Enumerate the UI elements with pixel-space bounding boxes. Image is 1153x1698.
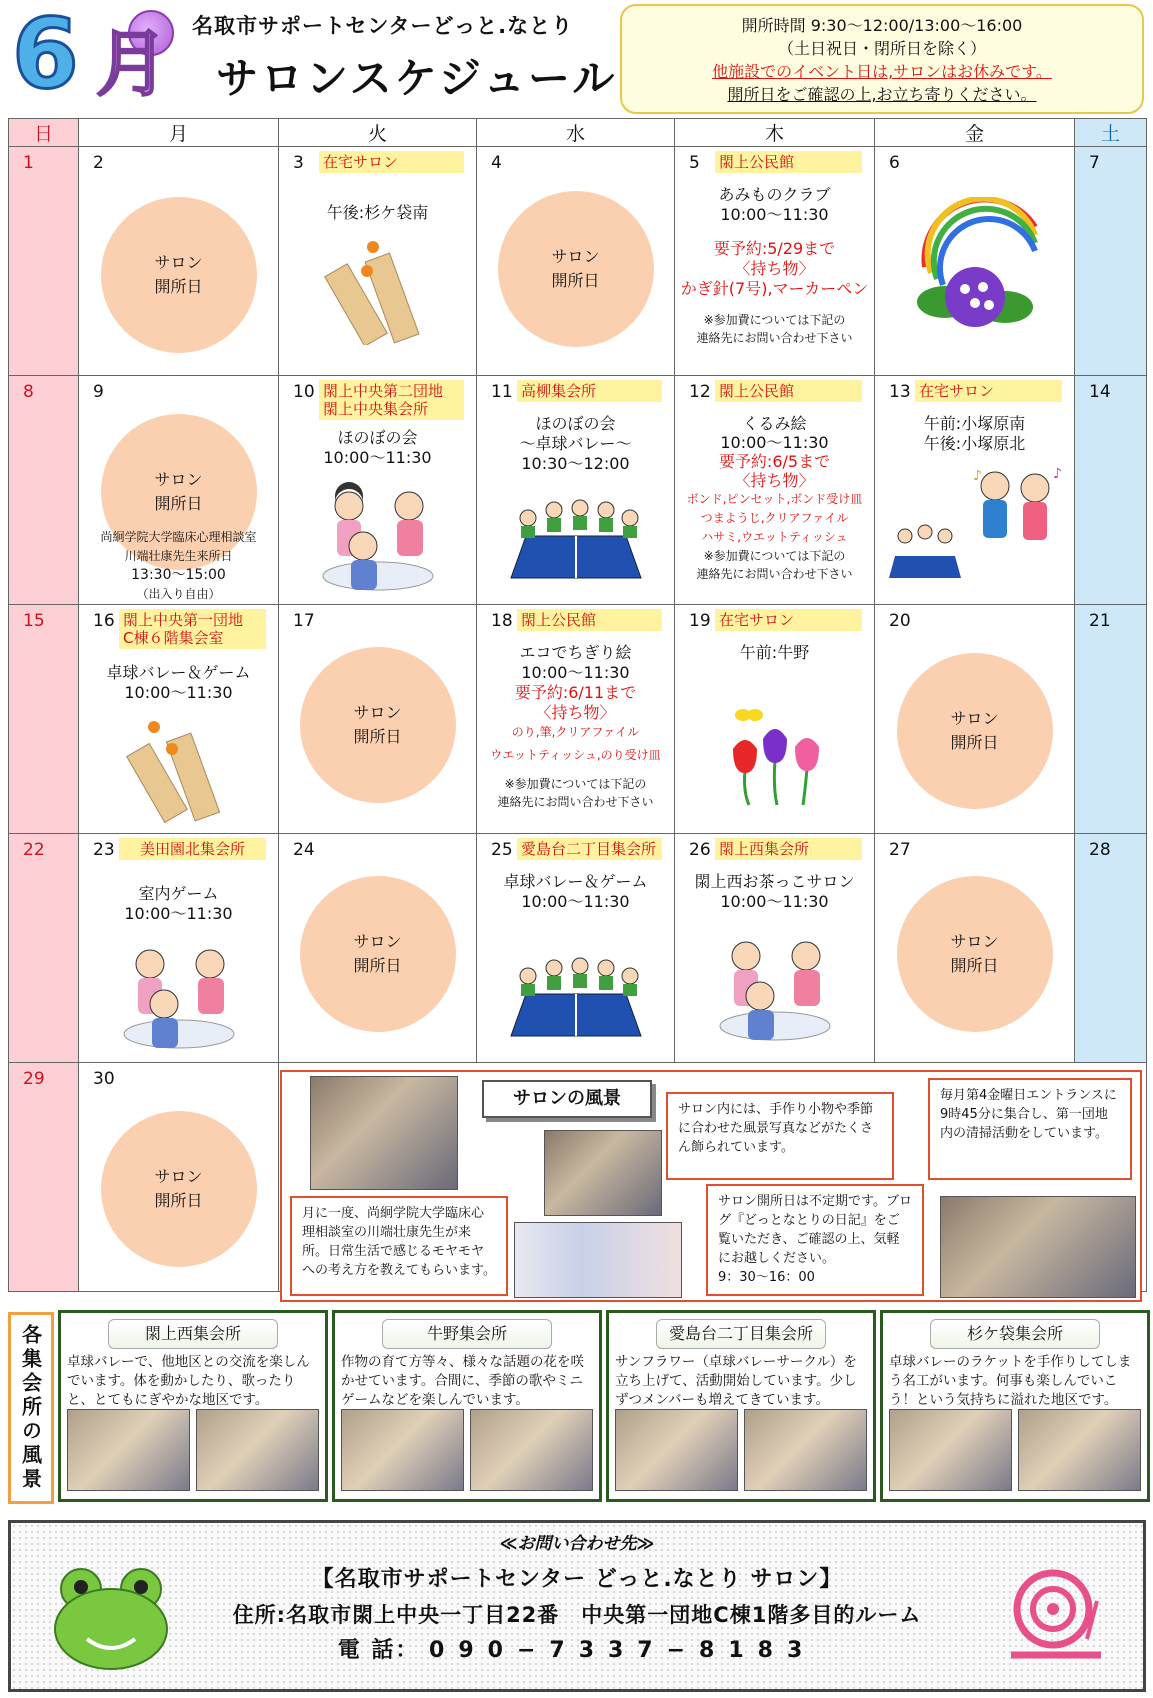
scene-note-cleanup: 毎月第4金曜日エントランスに9時45分に集合し、第一団地内の清掃活動をしています。 [928, 1078, 1132, 1180]
day-number: 27 [889, 840, 911, 860]
hours-warning: 他施設でのイベント日は,サロンはお休みです。 [712, 62, 1052, 81]
salon-open-circle: サロン 開所日 [498, 191, 654, 347]
table-volleyball-icon [506, 496, 646, 586]
day-number: 14 [1089, 382, 1111, 402]
area-photo [67, 1409, 190, 1491]
area-description: 作物の育て方等々、様々な話題の花を咲かせています。合間に、季節の歌やミニゲームなどを楽しんでいます。 [341, 1354, 584, 1408]
weekday-mon: 月 [79, 119, 279, 147]
items-heading: 〈持ち物〉 [535, 703, 616, 722]
day-cell [1075, 834, 1147, 1063]
event-time: 10:30〜12:00 [521, 454, 630, 473]
reservation-deadline: 要予約:6/5まで [718, 452, 831, 471]
day-number: 18 [491, 611, 513, 631]
day-cell [9, 605, 79, 834]
salon-open-circle: サロン 開所日 [300, 647, 456, 803]
event-line: 午後:小塚原北 [923, 434, 1026, 453]
items-list: かぎ針(7号),マーカーペン [680, 279, 869, 298]
day-number: 3 [293, 153, 304, 173]
svg-text:♪: ♪ [1052, 466, 1062, 482]
day-number: 12 [689, 382, 711, 402]
items-heading: 〈持ち物〉 [734, 471, 815, 490]
svg-text:♪: ♪ [972, 468, 982, 484]
table-tennis-paddle-icon [124, 715, 234, 825]
area-description: 卓球バレーで、他地区との交流を楽しんでいます。体を動かしたり、歌ったりと、とてもにぎやかな地区です。 [67, 1354, 310, 1408]
day-cell [675, 834, 875, 1063]
day-cell [79, 605, 279, 834]
day-cell [675, 376, 875, 605]
contact-address: 住所:名取市閖上中央一丁目22番 中央第一団地C棟1階多目的ルーム [232, 1603, 922, 1627]
week-row [9, 147, 1147, 376]
area-photo [1018, 1409, 1141, 1491]
day-cell [875, 147, 1075, 376]
areas-label: 各集会所の風景 [8, 1312, 54, 1504]
day-number: 17 [293, 611, 315, 631]
location-line: 閖上中央集会所 [323, 400, 429, 418]
day-number: 13 [889, 382, 911, 402]
hours-note: （土日祝日・閉所日を除く） [777, 39, 986, 58]
day-cell [675, 147, 875, 376]
day-cell [279, 147, 477, 376]
event-location: 閖上公民館 [715, 151, 862, 173]
event-time: 10:00〜11:30 [521, 663, 630, 682]
org-name: 名取市サポートセンターどっと.なとり [192, 14, 574, 38]
event-line: 卓球バレー＆ゲーム [106, 663, 251, 682]
weekday-fri: 金 [875, 119, 1075, 147]
fee-note: ※参加費については下記の [703, 549, 846, 563]
event-time: 10:00〜11:30 [521, 892, 630, 911]
people-talking-icon [114, 934, 244, 1054]
day-cell [9, 147, 79, 376]
event-location: 愛島台二丁目集会所 [517, 838, 662, 860]
event-line: 川端壮康先生来所日 [124, 549, 233, 563]
event-location [119, 609, 266, 649]
day-number: 25 [491, 840, 513, 860]
month-number: 6 [12, 0, 79, 110]
day-cell [279, 605, 477, 834]
rainbow-hydrangea-icon [905, 197, 1045, 337]
location-line: C棟６階集会室 [123, 629, 224, 647]
handicraft-photo [514, 1222, 682, 1298]
day-number: 16 [93, 611, 115, 631]
day-number: 28 [1089, 840, 1111, 860]
area-photo [470, 1409, 593, 1491]
frog-icon [51, 1563, 171, 1673]
area-photo [341, 1409, 464, 1491]
event-line: 閖上西お茶っこサロン [694, 872, 855, 891]
day-number: 19 [689, 611, 711, 631]
reservation-deadline: 要予約:6/11まで [514, 683, 637, 702]
weekday-header-row [9, 119, 1147, 147]
location-line: 閖上中央第一団地 [123, 611, 244, 629]
day-cell [1075, 376, 1147, 605]
cleanup-photo [940, 1196, 1136, 1298]
week-row [9, 834, 1147, 1063]
items-list: ボンド,ピンセット,ボンド受け皿 [686, 492, 863, 506]
day-number: 4 [491, 153, 502, 173]
salon-open-circle: サロン 開所日 [300, 876, 456, 1032]
day-number: 2 [93, 153, 104, 173]
area-name: 愛島台二丁目集会所 [656, 1319, 826, 1349]
day-number: 22 [23, 840, 45, 860]
items-list: ウエットティッシュ,のり受け皿 [490, 748, 661, 762]
day-number: 6 [889, 153, 900, 173]
contact-box [8, 1520, 1146, 1692]
day-cell [477, 605, 675, 834]
area-card [58, 1310, 328, 1502]
day-number: 8 [23, 382, 34, 402]
day-number: 10 [293, 382, 315, 402]
fee-note: ※参加費については下記の [504, 777, 647, 791]
day-cell [279, 834, 477, 1063]
event-time: 10:00〜11:30 [124, 683, 233, 702]
week-row [9, 605, 1147, 834]
fee-note: ※参加費については下記の [703, 313, 846, 327]
day-number: 29 [23, 1069, 45, 1089]
items-list: ハサミ,ウエットティッシュ [701, 530, 848, 544]
event-line: あみものクラブ [718, 185, 831, 204]
day-cell [79, 147, 279, 376]
event-time: 10:00〜11:30 [323, 448, 432, 467]
event-location: 閖上公民館 [517, 609, 662, 631]
area-card [332, 1310, 602, 1502]
day-cell [9, 834, 79, 1063]
tulip-butterfly-icon [715, 701, 835, 811]
snail-icon [1001, 1551, 1111, 1671]
people-talking-icon [313, 476, 443, 596]
event-line: 室内ゲーム [138, 884, 219, 903]
area-photo [615, 1409, 738, 1491]
decor-photo [544, 1130, 662, 1216]
day-cell [79, 376, 279, 605]
page-title: サロンスケジュール [216, 54, 618, 103]
scene-note-blog [706, 1184, 924, 1296]
hours-box [620, 4, 1144, 114]
fee-note: 連絡先にお問い合わせ下さい [497, 795, 654, 809]
salon-open-circle: サロン 開所日 [897, 876, 1053, 1032]
day-number: 11 [491, 382, 513, 402]
weekday-sat: 土 [1075, 119, 1147, 147]
scenery-title: サロンの風景 [482, 1080, 652, 1118]
area-card [606, 1310, 876, 1502]
salon-photo [310, 1076, 458, 1190]
phone-label: 電 話： [337, 1638, 420, 1663]
salon-scenery-panel [280, 1070, 1142, 1302]
day-cell [79, 1063, 279, 1292]
event-location: 在宅サロン [319, 151, 464, 173]
contact-heading: ≪お問い合わせ先≫ [499, 1534, 655, 1554]
day-cell [875, 376, 1075, 605]
event-line: ほのぼの会 [535, 414, 616, 433]
week-row [9, 376, 1147, 605]
contact-org: 【名取市サポートセンター どっと.なとり サロン】 [311, 1567, 843, 1592]
salon-open-circle: サロン 開所日 [101, 414, 257, 570]
event-line: 午後:杉ケ袋南 [326, 203, 429, 222]
day-cell [675, 605, 875, 834]
event-line: 卓球バレー＆ゲーム [503, 872, 648, 891]
event-location: 閖上西集会所 [715, 838, 862, 860]
day-cell [79, 834, 279, 1063]
day-cell [1075, 605, 1147, 834]
event-location: 美田園北集会所 [119, 838, 266, 860]
table-tennis-paddle-icon [323, 235, 433, 345]
blog-note: サロン開所日は不定期です。ブログ『どっとなとりの日記』をご覧いただき、ご確認の上、気軽にお越しください。 [718, 1194, 912, 1266]
month-suffix: 月 [96, 22, 169, 106]
fee-note: 連絡先にお問い合わせ下さい [696, 331, 853, 345]
salon-open-circle: サロン 開所日 [101, 1111, 257, 1267]
day-number: 9 [93, 382, 104, 402]
event-line: 〜卓球バレー〜 [519, 434, 632, 453]
area-description: サンフラワー（卓球バレーサークル）を立ち上げて、活動開始しています。少しずつメンバーも増えてきています。 [615, 1354, 857, 1408]
day-cell [1075, 147, 1147, 376]
event-location: 高柳集会所 [517, 380, 662, 402]
singing-people-icon [885, 466, 1065, 586]
day-number: 5 [689, 153, 700, 173]
day-cell [279, 376, 477, 605]
hours-instruction: 開所日をご確認の上,お立ち寄りください。 [727, 85, 1037, 104]
open-hours: 9：30〜16：00 [718, 1270, 815, 1285]
day-cell [875, 834, 1075, 1063]
day-cell [477, 376, 675, 605]
day-cell [477, 834, 675, 1063]
day-number: 26 [689, 840, 711, 860]
day-number: 21 [1089, 611, 1111, 631]
table-volleyball-icon [506, 954, 646, 1044]
event-time: 10:00〜11:30 [720, 205, 829, 224]
event-time: 13:30〜15:00 [131, 567, 226, 583]
area-description: 卓球バレーのラケットを手作りしてしまう名工がいます。何事も楽しんでいこう！という気持ちに溢れた地区です。 [889, 1354, 1132, 1408]
day-cell [875, 605, 1075, 834]
salon-open-circle: サロン 開所日 [101, 197, 257, 353]
event-line: 尚絅学院大学臨床心理相談室 [100, 530, 257, 544]
day-cell [477, 147, 675, 376]
area-name: 牛野集会所 [382, 1319, 552, 1349]
event-time: 10:00〜11:30 [720, 892, 829, 911]
event-location: 在宅サロン [715, 609, 862, 631]
event-line: （出入り自由） [136, 587, 221, 601]
scene-note-counselor: 月に一度、尚絅学院大学臨床心理相談室の川端壮康先生が来所。日常生活で感じるモヤモヤへの考え方を教えてもらいます。 [290, 1196, 508, 1296]
fee-note: 連絡先にお問い合わせ下さい [696, 567, 853, 581]
event-location: 閖上公民館 [715, 380, 862, 402]
weekday-sun: 日 [9, 119, 79, 147]
area-card [880, 1310, 1150, 1502]
event-line: ほのぼの会 [337, 428, 418, 447]
event-line: くるみ絵 [742, 414, 807, 433]
day-number: 24 [293, 840, 315, 860]
day-number: 15 [23, 611, 45, 631]
weekday-thu: 木 [675, 119, 875, 147]
event-line: 午前:小塚原南 [923, 414, 1026, 433]
reservation-deadline: 要予約:5/29まで [713, 239, 836, 258]
day-number: 20 [889, 611, 911, 631]
items-heading: 〈持ち物〉 [734, 259, 815, 278]
day-cell [9, 1063, 79, 1292]
scene-note-decor: サロン内には、手作り小物や季節に合わせた風景写真などがたくさん飾られています。 [666, 1092, 894, 1180]
area-photo [196, 1409, 319, 1491]
weekday-wed: 水 [477, 119, 675, 147]
event-time: 10:00〜11:30 [720, 433, 829, 452]
hours-line: 開所時間 9:30〜12:00/13:00〜16:00 [741, 16, 1023, 35]
area-name: 杉ケ袋集会所 [930, 1319, 1100, 1349]
salon-open-circle: サロン 開所日 [897, 653, 1053, 809]
phone-number[interactable]: 090−7337−8183 [429, 1638, 817, 1663]
day-cell [9, 376, 79, 605]
area-photo [744, 1409, 867, 1491]
people-talking-icon [710, 926, 840, 1046]
area-photo [889, 1409, 1012, 1491]
contact-phone [11, 1633, 1143, 1664]
area-name: 閖上西集会所 [108, 1319, 278, 1349]
items-list: つまようじ,クリアファイル [700, 511, 849, 525]
event-line: 午前:牛野 [739, 643, 810, 662]
day-number: 23 [93, 840, 115, 860]
event-line: エコでちぎり絵 [519, 643, 632, 662]
weekday-tue: 火 [279, 119, 477, 147]
event-location [319, 380, 464, 420]
items-list: のり,筆,クリアファイル [511, 725, 640, 739]
day-number: 30 [93, 1069, 115, 1089]
day-number: 7 [1089, 153, 1100, 173]
event-location: 在宅サロン [915, 380, 1062, 402]
location-line: 閖上中央第二団地 [323, 382, 444, 400]
day-number: 1 [23, 153, 34, 173]
event-time: 10:00〜11:30 [124, 904, 233, 923]
